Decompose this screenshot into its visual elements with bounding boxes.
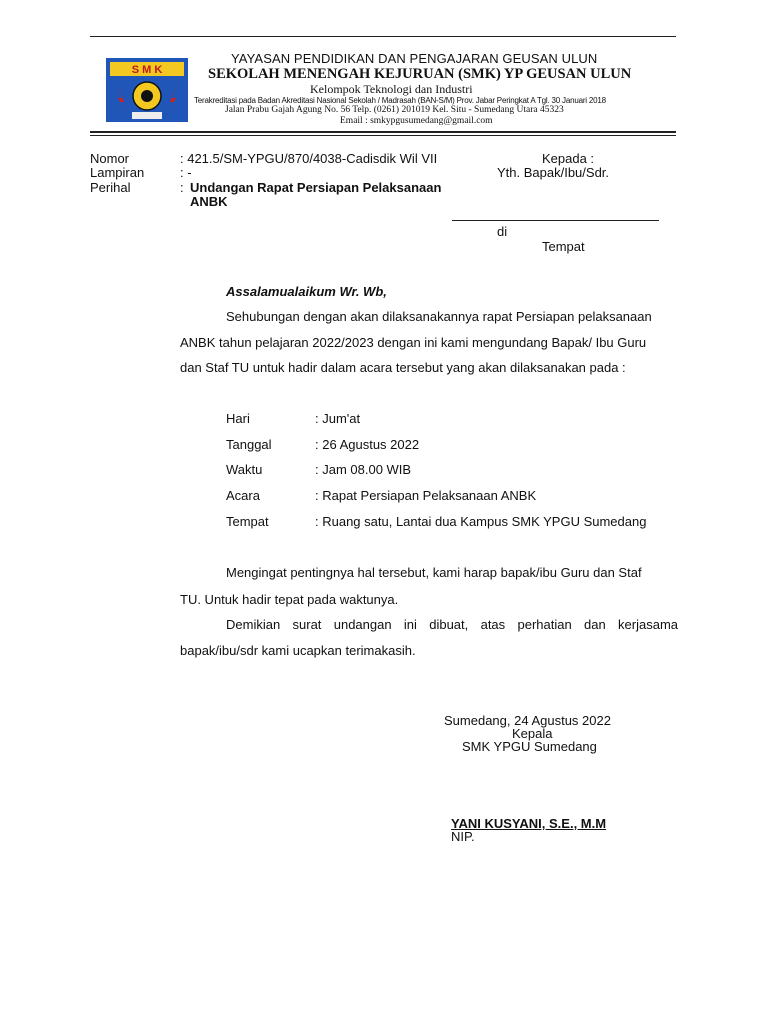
para1-line-3: dan Staf TU untuk hadir dalam acara tersebut yang akan dilaksanakan pada : bbox=[180, 360, 626, 375]
para1-line-1: Sehubungan dengan akan dilaksanakannya rapat Persiapan pelaksanaan bbox=[226, 309, 652, 324]
detail-value-hari: : Jum'at bbox=[315, 411, 361, 426]
top-rule bbox=[90, 36, 676, 37]
detail-label-acara: Acara bbox=[226, 488, 260, 503]
detail-value-tempat: : Ruang satu, Lantai dua Kampus SMK YPGU Sumedang bbox=[315, 514, 647, 529]
greeting: Assalamualaikum Wr. Wb, bbox=[226, 284, 387, 299]
tempat-label: Tempat bbox=[542, 239, 585, 254]
signer-name: YANI KUSYANI, S.E., M.M bbox=[451, 816, 607, 831]
perihal-line-2: ANBK bbox=[190, 194, 228, 209]
di-label: di bbox=[497, 224, 508, 239]
detail-label-tempat: Tempat bbox=[226, 514, 269, 529]
kepada-label: Kepada : bbox=[542, 151, 595, 166]
foundation-name: YAYASAN PENDIDIKAN DAN PENGAJARAN GEUSAN ULUN bbox=[231, 51, 598, 66]
detail-value-waktu: : Jam 08.00 WIB bbox=[315, 462, 412, 477]
para2-line-2: TU. Untuk hadir tepat pada waktunya. bbox=[180, 592, 399, 607]
signer-school: SMK YPGU Sumedang bbox=[462, 739, 597, 754]
school-name: SEKOLAH MENENGAH KEJURUAN (SMK) YP GEUSAN ULUN bbox=[208, 66, 632, 82]
perihal-label: Perihal bbox=[90, 180, 131, 195]
para2-line-1: Mengingat pentingnya hal tersebut, kami harap bapak/ibu Guru dan Staf bbox=[226, 565, 642, 580]
lampiran-value: : - bbox=[180, 165, 192, 180]
perihal-colon: : bbox=[180, 180, 184, 195]
detail-value-tanggal: : 26 Agustus 2022 bbox=[315, 437, 420, 452]
detail-label-hari: Hari bbox=[226, 411, 250, 426]
school-address: Jalan Prabu Gajah Agung No. 56 Telp. (0261) 201019 Kel. Situ - Sumedang Utara 45323 bbox=[225, 105, 564, 115]
signer-nip: NIP. bbox=[451, 829, 475, 844]
para3-line-1: Demikian surat undangan ini dibuat, atas perhatian dan kerjasama bbox=[226, 617, 678, 632]
school-group: Kelompok Teknologi dan Industri bbox=[310, 82, 473, 96]
school-email: Email : smkypgusumedang@gmail.com bbox=[340, 116, 493, 126]
perihal-line-1: Undangan Rapat Persiapan Pelaksanaan bbox=[190, 180, 442, 195]
letterhead-rule-thick bbox=[90, 131, 676, 133]
lampiran-label: Lampiran bbox=[90, 165, 145, 180]
recipient-salutation: Yth. Bapak/Ibu/Sdr. bbox=[497, 165, 610, 180]
para1-line-2: ANBK tahun pelajaran 2022/2023 dengan ini kami mengundang Bapak/ Ibu Guru bbox=[180, 335, 647, 350]
letterhead-rule-thin bbox=[90, 135, 676, 136]
accreditation-text: Terakreditasi pada Badan Akreditasi Nasional Sekolah / Madrasah (BAN-S/M) Prov. Jabar Peringkat A Tgl. 30 Januari 2018 bbox=[194, 96, 606, 105]
nomor-label: Nomor bbox=[90, 151, 130, 166]
svg-text:S M K: S M K bbox=[131, 64, 163, 76]
place-date: Sumedang, 24 Agustus 2022 bbox=[444, 713, 611, 728]
school-logo bbox=[106, 58, 188, 122]
detail-label-waktu: Waktu bbox=[226, 462, 263, 477]
nomor-value: : 421.5/SM-YPGU/870/4038-Cadisdik Wil VII bbox=[180, 151, 438, 166]
detail-value-acara: : Rapat Persiapan Pelaksanaan ANBK bbox=[315, 488, 537, 503]
para3-line-2: bapak/ibu/sdr kami ucapkan terimakasih. bbox=[180, 643, 416, 658]
detail-label-tanggal: Tanggal bbox=[226, 437, 272, 452]
recipient-blank-line bbox=[452, 220, 659, 221]
signer-title: Kepala bbox=[512, 726, 553, 741]
